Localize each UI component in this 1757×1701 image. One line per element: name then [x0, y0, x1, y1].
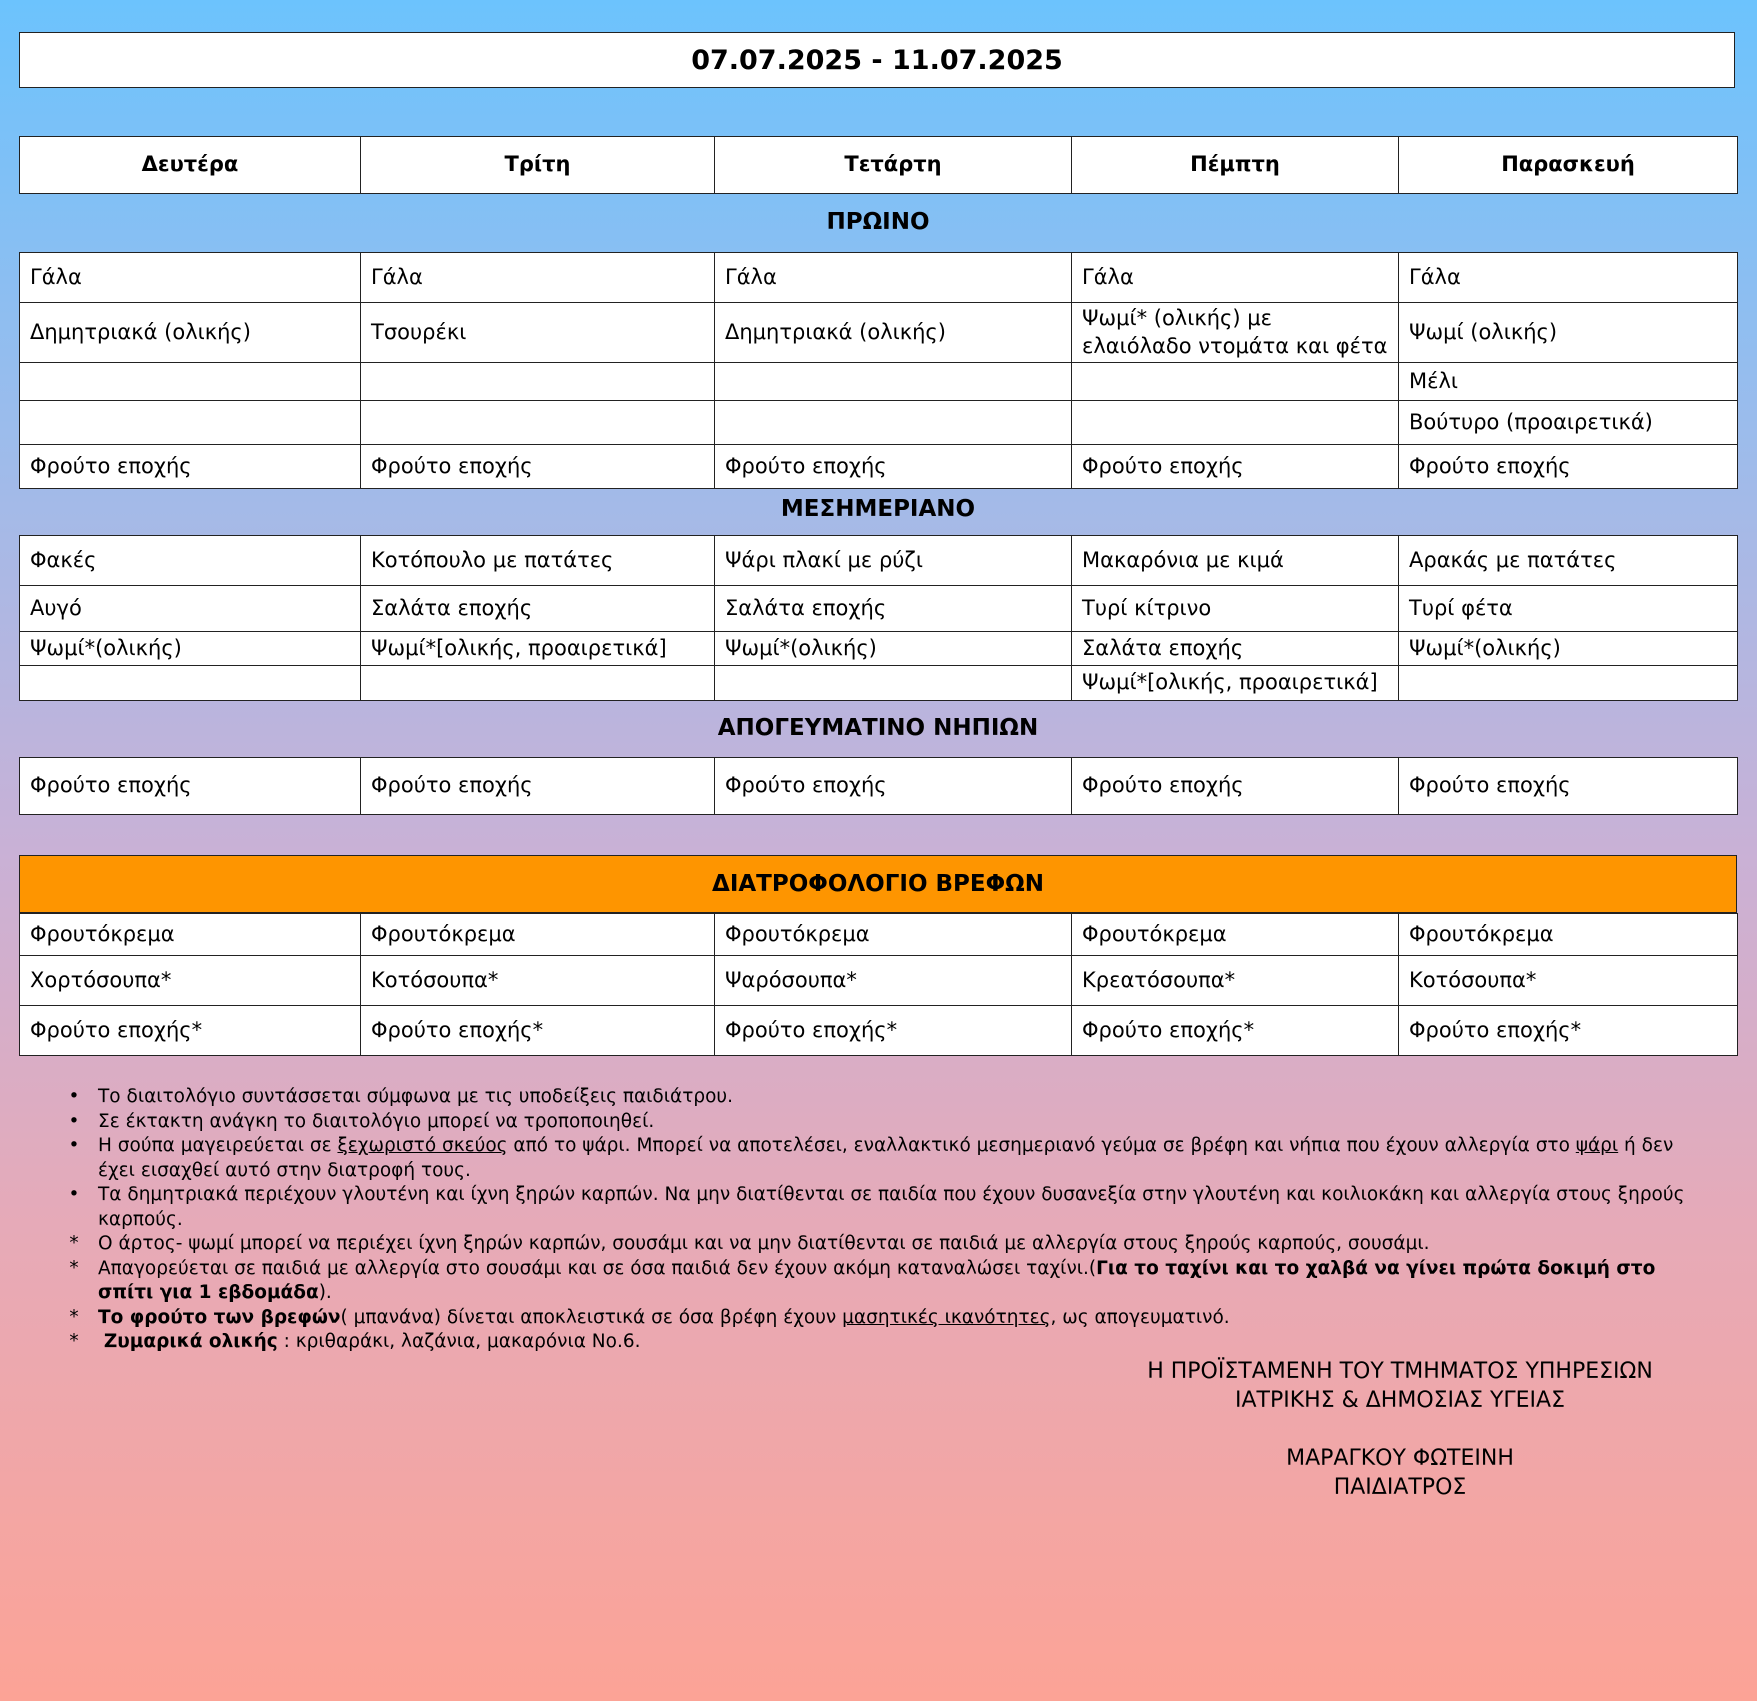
menu-cell: Φρούτο εποχής — [1399, 445, 1738, 489]
asterisk-icon: * — [69, 1306, 79, 1328]
menu-cell: Φρούτο εποχής — [715, 758, 1072, 815]
asterisk-icon: * — [69, 1331, 79, 1352]
signature-block — [1080, 1357, 1720, 1502]
table-row — [20, 586, 1738, 632]
menu-cell: Φρούτο εποχής — [20, 758, 361, 815]
menu-cell: Φρούτο εποχής — [1072, 758, 1399, 815]
table-row — [20, 363, 1738, 401]
menu-cell: Ψωμί* (ολικής) με ελαιόλαδο ντομάτα και φέτα — [1072, 303, 1399, 363]
menu-cell: Φρουτόκρεμα — [20, 914, 361, 956]
menu-cell: Δημητριακά (ολικής) — [20, 303, 361, 363]
menu-cell: Τυρί φέτα — [1399, 586, 1738, 632]
menu-cell — [20, 401, 361, 445]
menu-cell: Φρούτο εποχής — [361, 445, 715, 489]
afternoon-label: ΑΠΟΓΕΥΜΑΤΙΝΟ ΝΗΠΙΩΝ — [717, 715, 1039, 741]
infants-label: ΔΙΑΤΡΟΦΟΛΟΓΙΟ ΒΡΕΦΩΝ — [19, 855, 1737, 913]
signature-title-line: ΙΑΤΡΙΚΗΣ & ΔΗΜΟΣΙΑΣ ΥΓΕΙΑΣ — [1235, 1388, 1565, 1413]
menu-cell: Κοτόσουπα* — [361, 956, 715, 1006]
menu-cell: Αρακάς με πατάτες — [1399, 536, 1738, 586]
menu-cell — [1072, 363, 1399, 401]
menu-cell: Αυγό — [20, 586, 361, 632]
lunch-table — [19, 535, 1738, 701]
menu-cell: Μακαρόνια με κιμά — [1072, 536, 1399, 586]
menu-cell: Φρούτο εποχής* — [20, 1006, 361, 1056]
menu-cell: Μέλι — [1399, 363, 1738, 401]
note-item: • Σε έκτακτη ανάγκη το διαιτολόγιο μπορεί να τροποποιηθεί. — [60, 1110, 1710, 1135]
menu-cell — [361, 401, 715, 445]
table-row — [20, 303, 1738, 363]
menu-cell: Ψωμί (ολικής) — [1399, 303, 1738, 363]
menu-cell: Σαλάτα εποχής — [361, 586, 715, 632]
table-row — [20, 758, 1738, 815]
menu-cell: Γάλα — [1399, 253, 1738, 303]
bullet-icon: • — [68, 1135, 80, 1156]
menu-cell: Φρούτο εποχής — [1399, 758, 1738, 815]
menu-cell: Φρούτο εποχής* — [361, 1006, 715, 1056]
menu-cell: Φρουτόκρεμα — [1072, 914, 1399, 956]
menu-cell: Κρεατόσουπα* — [1072, 956, 1399, 1006]
signature-name: ΜΑΡΑΓΚΟΥ ΦΩΤΕΙΝΗ — [1286, 1446, 1514, 1471]
day-header: Δευτέρα — [20, 137, 361, 194]
note-item: • Τα δημητριακά περιέχουν γλουτένη και ίχνη ξηρών καρπών. Να μην διατίθενται σε παιδία που έχουν δυσανεξία στην γλουτένη και κοιλιοκάκη και αλλεργία στους ξηρούς καρπούς. — [60, 1183, 1710, 1232]
day-header: Τρίτη — [361, 137, 715, 194]
day-header: Τετάρτη — [715, 137, 1072, 194]
menu-cell: Σαλάτα εποχής — [715, 586, 1072, 632]
menu-cell: Ψάρι πλακί με ρύζι — [715, 536, 1072, 586]
menu-cell: Ψωμί*(ολικής) — [1399, 632, 1738, 666]
menu-cell: Φρούτο εποχής — [1072, 445, 1399, 489]
table-row — [20, 914, 1738, 956]
afternoon-table — [19, 757, 1738, 815]
bullet-icon: • — [68, 1110, 80, 1132]
menu-cell: Φρούτο εποχής — [361, 758, 715, 815]
menu-cell: Φρούτο εποχής — [20, 445, 361, 489]
menu-cell: Φρούτο εποχής* — [1072, 1006, 1399, 1056]
asterisk-icon: * — [69, 1233, 79, 1254]
menu-cell: Φρούτο εποχής* — [715, 1006, 1072, 1056]
breakfast-label: ΠΡΩΙΝΟ — [826, 209, 930, 235]
menu-cell: Κοτόπουλο με πατάτες — [361, 536, 715, 586]
menu-cell: Βούτυρο (προαιρετικά) — [1399, 401, 1738, 445]
menu-cell: Κοτόσουπα* — [1399, 956, 1738, 1006]
menu-cell — [715, 401, 1072, 445]
menu-cell — [361, 666, 715, 701]
menu-cell: Ψωμί*[ολικής, προαιρετικά] — [1072, 666, 1399, 701]
lunch-label: ΜΕΣΗΜΕΡΙΑΝΟ — [780, 496, 976, 522]
note-item: * Το φρούτο των βρεφών( μπανάνα) δίνεται αποκλειστικά σε όσα βρέφη έχουν μασητικές ικανότητες, ως απογευματινό. — [60, 1306, 1710, 1331]
menu-cell: Δημητριακά (ολικής) — [715, 303, 1072, 363]
table-row — [20, 666, 1738, 701]
menu-cell — [20, 363, 361, 401]
bullet-icon: • — [68, 1184, 80, 1205]
menu-cell: Γάλα — [1072, 253, 1399, 303]
infants-table — [19, 913, 1738, 1056]
notes-list — [60, 1085, 1710, 1355]
menu-cell: Φακές — [20, 536, 361, 586]
menu-cell: Φρούτο εποχής — [715, 445, 1072, 489]
table-row — [20, 253, 1738, 303]
day-header: Παρασκευή — [1399, 137, 1738, 194]
menu-cell: Φρούτο εποχής* — [1399, 1006, 1738, 1056]
breakfast-table — [19, 252, 1738, 489]
menu-cell: Ψωμί*(ολικής) — [715, 632, 1072, 666]
menu-cell: Ψαρόσουπα* — [715, 956, 1072, 1006]
menu-cell: Τυρί κίτρινο — [1072, 586, 1399, 632]
menu-cell — [361, 363, 715, 401]
signature-role: ΠΑΙΔΙΑΤΡΟΣ — [1333, 1475, 1467, 1500]
menu-cell: Φρουτόκρεμα — [1399, 914, 1738, 956]
menu-cell — [20, 666, 361, 701]
menu-cell — [1399, 666, 1738, 701]
menu-cell: Γάλα — [20, 253, 361, 303]
day-header: Πέμπτη — [1072, 137, 1399, 194]
table-row — [20, 401, 1738, 445]
asterisk-icon: * — [69, 1257, 79, 1279]
note-item: • Το διαιτολόγιο συντάσσεται σύμφωνα με τις υποδείξεις παιδιάτρου. — [60, 1085, 1710, 1110]
menu-cell — [715, 363, 1072, 401]
menu-cell — [1072, 401, 1399, 445]
note-item: * Ο άρτος- ψωμί μπορεί να περιέχει ίχνη ξηρών καρπών, σουσάμι και να μην διατίθενται σε παιδιά με αλλεργία στους ξηρούς καρπούς, σουσάμι. — [60, 1232, 1710, 1257]
note-item: * Ζυμαρικά ολικής : κριθαράκι, λαζάνια, μακαρόνια Νο.6. — [60, 1330, 1710, 1355]
table-row — [20, 632, 1738, 666]
table-row — [20, 1006, 1738, 1056]
signature-title-line: Η ΠΡΟΪΣΤΑΜΕΝΗ ΤΟΥ ΤΜΗΜΑΤΟΣ ΥΠΗΡΕΣΙΩΝ — [1147, 1359, 1653, 1384]
table-row — [20, 445, 1738, 489]
menu-cell: Ψωμί*(ολικής) — [20, 632, 361, 666]
menu-cell: Τσουρέκι — [361, 303, 715, 363]
table-row — [20, 536, 1738, 586]
menu-cell: Φρουτόκρεμα — [715, 914, 1072, 956]
table-row — [20, 956, 1738, 1006]
menu-cell: Γάλα — [715, 253, 1072, 303]
menu-cell: Γάλα — [361, 253, 715, 303]
menu-cell: Χορτόσουπα* — [20, 956, 361, 1006]
date-range-title: 07.07.2025 - 11.07.2025 — [19, 32, 1735, 88]
menu-cell: Ψωμί*[ολικής, προαιρετικά] — [361, 632, 715, 666]
menu-cell — [715, 666, 1072, 701]
bullet-icon: • — [68, 1086, 80, 1107]
note-item: • Η σούπα μαγειρεύεται σε ξεχωριστό σκεύος από το ψάρι. Μπορεί να αποτελέσει, εναλλακτικό μεσημεριανό γεύμα σε βρέφη και νήπια που έχουν αλλεργία στο ψάρι ή δεν έχει εισαχθεί αυτό στην διατροφή τους. — [60, 1134, 1710, 1183]
days-header-table — [19, 136, 1738, 194]
menu-cell: Σαλάτα εποχής — [1072, 632, 1399, 666]
menu-cell: Φρουτόκρεμα — [361, 914, 715, 956]
note-item: * Απαγορεύεται σε παιδιά με αλλεργία στο σουσάμι και σε όσα παιδιά δεν έχουν ακόμη καταναλώσει ταχίνι.(Για το ταχίνι και το χαλβά να γίνει πρώτα δοκιμή στο σπίτι για 1 εβδομάδα). — [60, 1257, 1710, 1306]
